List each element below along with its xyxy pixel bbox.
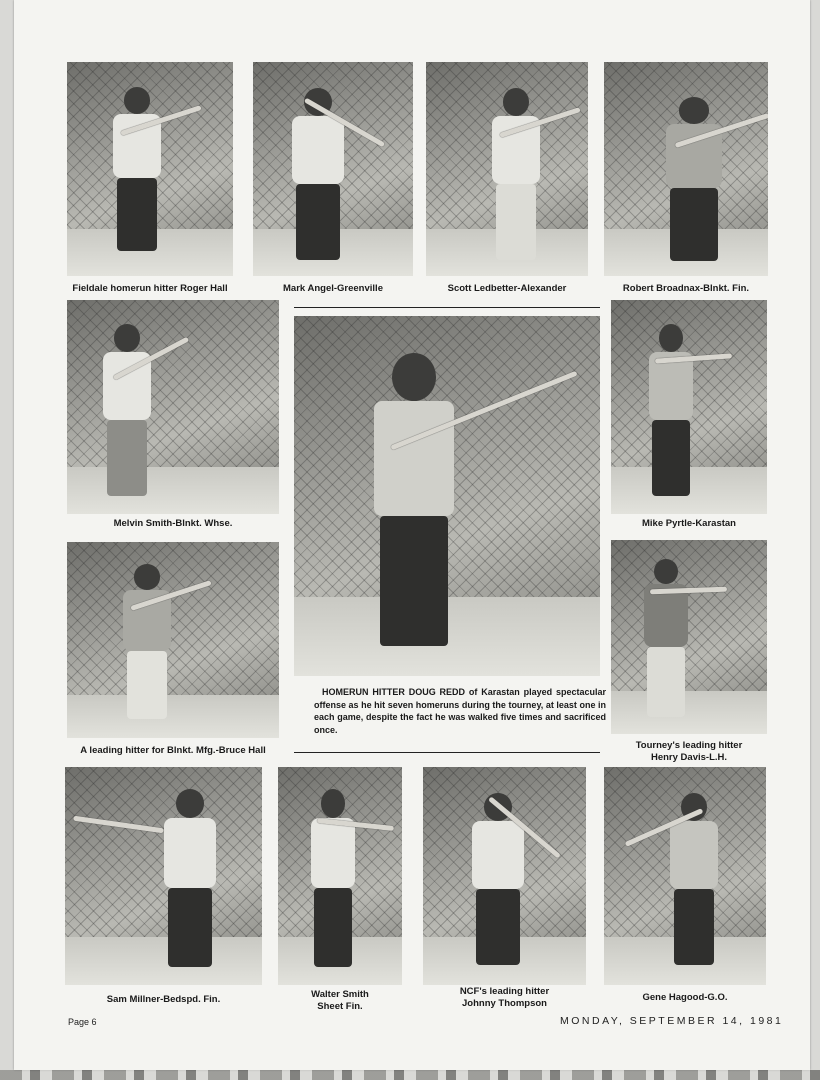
caption-walter-smith-line1: Walter Smith [311, 989, 369, 1000]
batter-figure [616, 308, 726, 508]
photo-roger-hall [67, 62, 233, 276]
batter-figure [456, 72, 576, 272]
caption-mark-angel: Mark Angel-Greenville [283, 283, 383, 294]
page-number: Page 6 [68, 1017, 97, 1027]
caption-melvin-smith: Melvin Smith-Blnkt. Whse. [113, 518, 233, 529]
batter-figure [433, 777, 563, 977]
divider-rule [294, 752, 600, 753]
photo-mark-angel [253, 62, 413, 276]
batter-figure [634, 777, 754, 977]
caption-johnny-thompson-line2: Johnny Thompson [462, 998, 547, 1009]
caption-bruce-hall: A leading hitter for Blnkt. Mfg.-Bruce Hall [80, 745, 266, 756]
caption-mike-pyrtle: Mike Pyrtle-Karastan [642, 518, 736, 529]
photo-johnny-thompson [423, 767, 586, 985]
batter-figure [87, 550, 207, 730]
newspaper-page [14, 0, 810, 1070]
dateline: MONDAY, SEPTEMBER 14, 1981 [560, 1015, 784, 1027]
photo-mike-pyrtle [611, 300, 767, 514]
caption-robert-broadnax: Robert Broadnax-Blnkt. Fin. [622, 283, 750, 294]
caption-roger-hall: Fieldale homerun hitter Roger Hall [72, 283, 228, 294]
caption-scott-ledbetter: Scott Ledbetter-Alexander [447, 283, 567, 294]
caption-johnny-thompson-line1: NCF's leading hitter [459, 986, 550, 997]
photo-doug-redd [294, 316, 600, 676]
photo-walter-smith [278, 767, 402, 985]
batter-figure [314, 326, 514, 666]
caption-henry-davis-line2: Henry Davis-L.H. [650, 752, 728, 763]
batter-figure [67, 308, 187, 508]
caption-walter-smith-line2: Sheet Fin. [317, 1001, 363, 1012]
batter-figure [278, 773, 388, 979]
photo-henry-davis [611, 540, 767, 734]
batter-figure [611, 544, 721, 728]
divider-rule [294, 307, 600, 308]
batter-figure [125, 773, 255, 979]
photo-melvin-smith [67, 300, 279, 514]
caption-gene-hagood: Gene Hagood-G.O. [642, 992, 728, 1003]
caption-sam-millner: Sam Millner-Bedspd. Fin. [106, 994, 221, 1005]
photo-bruce-hall [67, 542, 279, 738]
batter-figure [624, 82, 764, 272]
photo-scott-ledbetter [426, 62, 588, 276]
story-doug-redd: HOMERUN HITTER DOUG REDD of Karastan played spectacular offense as he hit seven homeruns during the tourney, at least one in each game, despite the fact he was walked five times and sacrificed once. [314, 687, 606, 735]
batter-figure [77, 72, 197, 262]
scan-edge-strip [0, 1070, 820, 1080]
photo-robert-broadnax [604, 62, 768, 276]
photo-sam-millner [65, 767, 262, 985]
batter-figure [253, 72, 383, 272]
caption-henry-davis-line1: Tourney's leading hitter [635, 740, 743, 751]
photo-gene-hagood [604, 767, 766, 985]
